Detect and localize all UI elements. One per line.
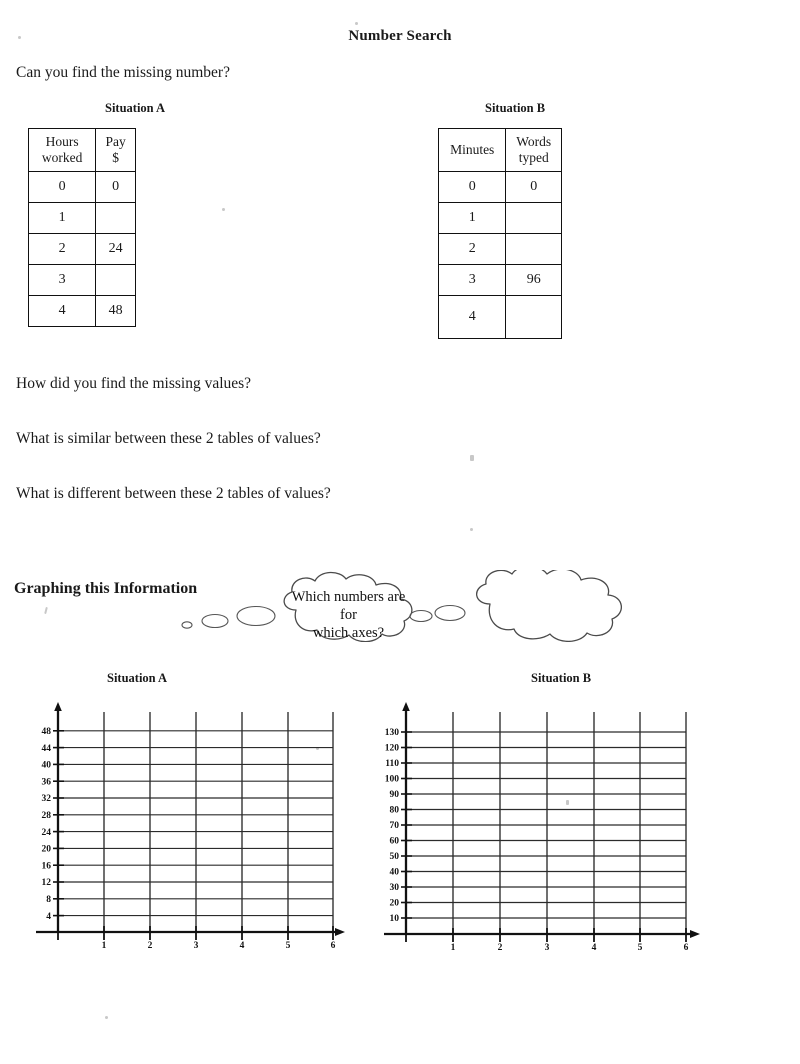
y-tick-label: 80 bbox=[389, 805, 399, 816]
y-tick-label: 70 bbox=[389, 821, 399, 832]
y-tick-label: 60 bbox=[389, 836, 399, 847]
y-tick-label: 16 bbox=[41, 861, 51, 872]
scan-speck bbox=[44, 607, 48, 614]
x-tick-label: 1 bbox=[450, 943, 456, 950]
y-tick-label: 20 bbox=[389, 898, 399, 909]
scan-speck bbox=[355, 22, 358, 25]
page-title: Number Search bbox=[348, 28, 452, 44]
question-how-found: How did you find the missing values? bbox=[16, 375, 252, 392]
y-tick-label: 120 bbox=[384, 743, 399, 754]
table-caption-situation-b: Situation B bbox=[485, 101, 546, 115]
y-tick-label: 44 bbox=[41, 743, 51, 754]
table-situation-b bbox=[438, 128, 562, 339]
y-tick-label: 20 bbox=[41, 844, 51, 855]
question-similar: What is similar between these 2 tables of values? bbox=[16, 430, 321, 447]
y-tick-label: 8 bbox=[46, 895, 51, 905]
table-header-pay: Pay $ bbox=[96, 129, 136, 172]
scan-speck bbox=[470, 455, 474, 461]
scan-speck bbox=[222, 208, 225, 211]
thought-trail-dot-4 bbox=[410, 611, 432, 622]
y-tick-label: 24 bbox=[41, 827, 51, 838]
x-tick-label: 1 bbox=[101, 941, 107, 950]
cell-words[interactable]: 0 bbox=[506, 171, 562, 202]
table-row bbox=[29, 295, 136, 326]
x-tick-label: 5 bbox=[285, 941, 291, 950]
y-tick-label: 50 bbox=[389, 852, 399, 863]
x-tick-label: 4 bbox=[591, 943, 597, 950]
table-header-row bbox=[29, 129, 136, 172]
table-row bbox=[439, 264, 562, 295]
y-tick-label: 90 bbox=[389, 790, 399, 801]
cell-minutes: 2 bbox=[439, 233, 506, 264]
y-tick-label: 36 bbox=[41, 777, 51, 788]
y-tick-label: 130 bbox=[384, 728, 399, 739]
cell-pay[interactable]: 24 bbox=[96, 233, 136, 264]
graph-situation-a-svg bbox=[28, 698, 348, 950]
cell-hours: 4 bbox=[29, 295, 96, 326]
table-row bbox=[439, 295, 562, 338]
gridlines-vertical bbox=[453, 712, 686, 934]
table-row bbox=[439, 171, 562, 202]
x-tick-label: 4 bbox=[239, 941, 245, 950]
cell-words[interactable]: 96 bbox=[506, 264, 562, 295]
table-caption-situation-a: Situation A bbox=[105, 101, 166, 115]
x-tick-label: 5 bbox=[637, 943, 643, 950]
thought-bubbles-svg bbox=[178, 570, 718, 642]
y-axis-arrow bbox=[54, 702, 62, 711]
thought-trail-dot-5 bbox=[435, 606, 465, 621]
x-tick-label: 3 bbox=[193, 941, 199, 950]
x-tick-label: 3 bbox=[544, 943, 550, 950]
cell-hours: 0 bbox=[29, 171, 96, 202]
cell-hours: 2 bbox=[29, 233, 96, 264]
table-header-hours-worked: Hours worked bbox=[29, 129, 96, 172]
thought-bubble-question-text bbox=[286, 588, 411, 642]
thought-bubble-question-line2: which axes? bbox=[312, 625, 385, 642]
graph-situation-b[interactable] bbox=[376, 698, 706, 950]
x-tick-label: 6 bbox=[330, 941, 336, 950]
y-tick-label: 48 bbox=[41, 727, 51, 737]
table-row bbox=[29, 264, 136, 295]
cell-pay[interactable] bbox=[96, 264, 136, 295]
thought-bubble-question-line1: Which numbers are for bbox=[291, 589, 406, 624]
table-situation-a bbox=[28, 128, 136, 327]
thought-bubble-answer bbox=[477, 570, 622, 641]
y-tick-label: 40 bbox=[41, 760, 51, 771]
x-axis-arrow bbox=[335, 928, 345, 936]
y-tick-label: 28 bbox=[41, 811, 51, 821]
table-header-words-typed: Words typed bbox=[506, 129, 562, 172]
x-tick-label: 2 bbox=[497, 943, 503, 950]
x-axis-arrow bbox=[690, 930, 700, 938]
thought-trail-dot-3 bbox=[237, 607, 275, 626]
y-tick-label: 30 bbox=[389, 883, 399, 894]
table-row bbox=[29, 233, 136, 264]
thought-trail-dot-2 bbox=[202, 615, 228, 628]
cell-minutes: 4 bbox=[439, 295, 506, 338]
y-tick-label: 10 bbox=[389, 914, 399, 925]
graph-caption-situation-b: Situation B bbox=[531, 671, 592, 685]
scan-speck bbox=[105, 1016, 108, 1019]
table-header-row bbox=[439, 129, 562, 172]
table-header-minutes: Minutes bbox=[439, 129, 506, 172]
cell-minutes: 0 bbox=[439, 171, 506, 202]
x-tick-label: 6 bbox=[683, 943, 689, 950]
x-tick-label: 2 bbox=[147, 941, 153, 950]
y-tick-labels bbox=[42, 727, 52, 922]
table-row bbox=[439, 233, 562, 264]
cell-hours: 1 bbox=[29, 202, 96, 233]
cell-words[interactable] bbox=[506, 233, 562, 264]
cell-hours: 3 bbox=[29, 264, 96, 295]
y-tick-label: 4 bbox=[46, 911, 51, 922]
cell-words[interactable] bbox=[506, 202, 562, 233]
cell-pay[interactable] bbox=[96, 202, 136, 233]
table-row bbox=[29, 171, 136, 202]
y-tick-label: 12 bbox=[41, 878, 51, 889]
y-axis-arrow bbox=[402, 702, 410, 711]
cell-words[interactable] bbox=[506, 295, 562, 338]
cell-pay[interactable]: 0 bbox=[96, 171, 136, 202]
thought-bubbles-group bbox=[178, 570, 718, 642]
y-tick-label: 32 bbox=[41, 794, 51, 805]
y-tick-label: 100 bbox=[384, 774, 399, 785]
intro-prompt: Can you find the missing number? bbox=[16, 64, 230, 81]
cell-minutes: 3 bbox=[439, 264, 506, 295]
graph-caption-situation-a: Situation A bbox=[107, 671, 168, 685]
x-tick-labels bbox=[451, 943, 689, 950]
thought-trail-dot-1 bbox=[182, 622, 192, 628]
table-row bbox=[29, 202, 136, 233]
graph-situation-a[interactable] bbox=[28, 698, 348, 950]
gridlines-horizontal bbox=[406, 732, 686, 918]
y-tick-label: 40 bbox=[389, 867, 399, 878]
cell-pay[interactable]: 48 bbox=[96, 295, 136, 326]
x-tick-labels bbox=[102, 941, 336, 950]
graph-situation-b-svg bbox=[376, 698, 706, 950]
y-tick-labels bbox=[385, 728, 400, 924]
graphing-section-heading: Graphing this Information bbox=[14, 580, 198, 597]
question-different: What is different between these 2 tables of values? bbox=[16, 485, 331, 502]
scan-speck bbox=[470, 528, 473, 531]
y-tick-label: 110 bbox=[385, 759, 399, 770]
table-row bbox=[439, 202, 562, 233]
cell-minutes: 1 bbox=[439, 202, 506, 233]
